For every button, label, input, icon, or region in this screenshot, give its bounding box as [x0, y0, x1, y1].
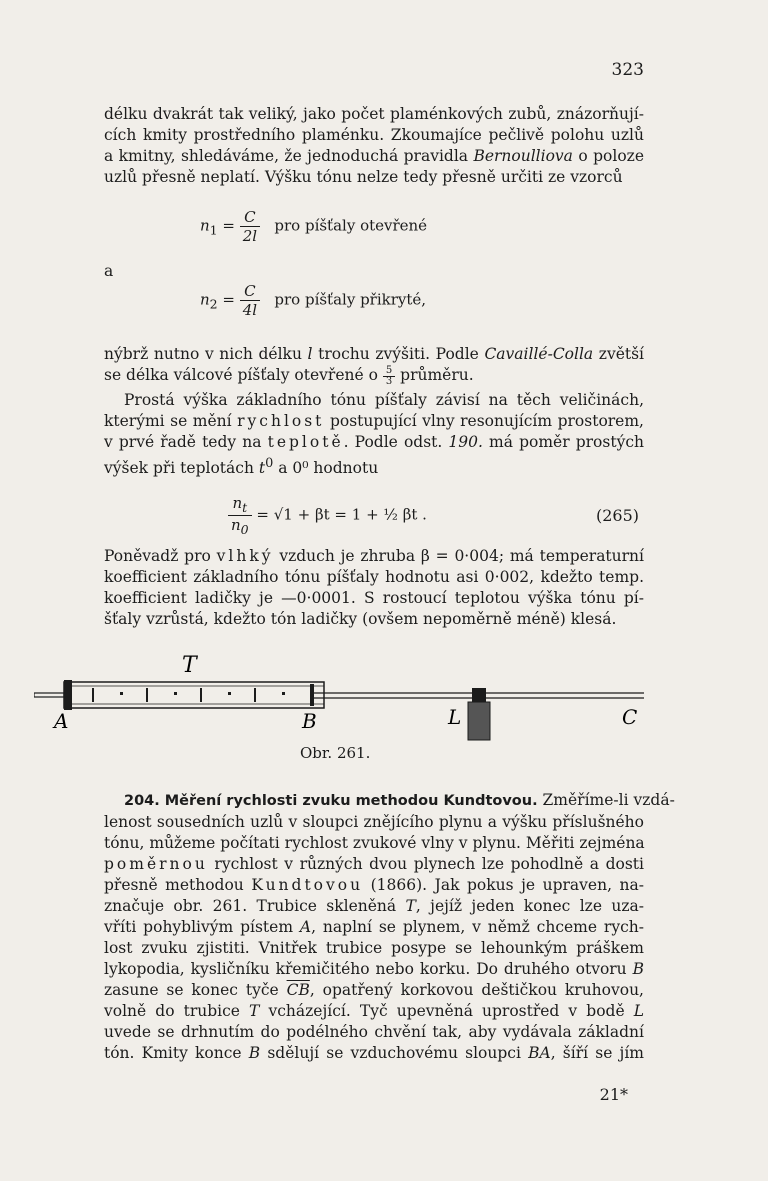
cork-disk-B: [310, 684, 314, 706]
formula-265: $\frac{n_t}{n_0}$ = √1 + βt = 1 + ½ βt .: [228, 494, 427, 537]
text-line: uvede se drhnutím do podélného chvění tak, aby vydávala základní: [104, 1023, 644, 1041]
dust-heaps: [92, 688, 285, 702]
text-line: poměrnou rychlost v různých dvou plynech lze pohodlně a dosti: [104, 855, 644, 873]
text-line: značuje obr. 261. Trubice skleněná T, jejíž jeden konec lze uza-: [104, 897, 644, 915]
signature-mark: 21*: [599, 1085, 628, 1104]
text-line: cích kmity prostředního plaménku. Zkoumajíce pečlivě polohu uzlů: [104, 126, 644, 144]
text-line: výšek při teplotách $t^0$ a 0⁰ hodnotu: [104, 456, 379, 478]
text-line: se délka válcové píšťaly otevřené o $\frac{5}{3}$ průměru.: [104, 364, 474, 387]
section-204: [104, 790, 675, 1064]
text-line: šťaly vzrůstá, kdežto tón ladičky (ovšem nepoměrně méně) klesá.: [104, 610, 617, 628]
text-line: nýbrž nutno v nich délku l trochu zvýšiti. Podle Cavaillé-Colla zvětší: [104, 345, 645, 363]
section-title: Měření rychlosti zvuku methodou Kundtovou.: [164, 793, 538, 809]
label-C: C: [622, 705, 638, 729]
text-line: zasune se konec tyče $\overline{CB}$, opatřený korkovou deštičkou kruhovou,: [104, 981, 644, 999]
equation-number: (265): [596, 506, 640, 525]
text-line: volně do trubice T vcházející. Tyč upevněná uprostřed v bodě L: [104, 1002, 644, 1020]
text-line: koefficient základního tónu píšťaly hodnotu asi 0·002, kdežto temp.: [104, 568, 644, 586]
text-line: lenost sousedních uzlů v sloupci znějícího plynu a výšku příslušného: [104, 813, 644, 831]
text-line: Poněvadž pro vlhký vzduch je zhruba β = 0·004; má temperaturní: [104, 547, 644, 565]
figure-caption: Obr. 261.: [300, 744, 371, 762]
formula-open-pipe: $n_1$ = $\frac{C}{2l}$ pro píšťaly otevřené: [200, 208, 428, 245]
paragraph-4: [104, 546, 644, 630]
clamp-L: [472, 688, 486, 702]
label-B: B: [302, 709, 317, 733]
paragraph-1: [104, 104, 644, 188]
paragraph-2: [104, 344, 644, 387]
text-line: v prvé řadě tedy na teplotě. Podle odst. 190. má poměr prostých: [104, 433, 644, 451]
label-T: T: [182, 653, 197, 678]
text-line: kterými se mění rychlost postupující vlny resonujícím prostorem,: [104, 412, 644, 430]
label-L: L: [448, 705, 462, 729]
text-line: tónu, můžeme počítati rychlost zvukové vlny v plynu. Měřiti zejména: [104, 834, 645, 852]
paragraph-3: [104, 390, 644, 479]
conjunction-a: a: [104, 262, 114, 280]
text-line: délku dvakrát tak veliký, jako počet plaménkových zubů, znázorňují-: [104, 105, 644, 123]
text-line: a kmitny, shledáváme, že jednoduchá pravidla Bernoulliova o poloze: [104, 147, 644, 165]
text-line: 204. Měření rychlosti zvuku methodou Kundtovou. Změříme-li vzdá-: [124, 791, 675, 809]
label-A: A: [54, 709, 69, 733]
text-line: lost zvuku zjistiti. Vnitřek trubice posype se lehounkým práškem: [104, 939, 644, 957]
piston-A: [64, 680, 72, 710]
text-line: tón. Kmity konce B sdělují se vzduchovému sloupci BA, šíří se jím: [104, 1044, 645, 1062]
text-line: uzlů přesně neplatí. Výšku tónu nelze tedy přesně určiti ze vzorců: [104, 168, 623, 186]
text-line: přesně methodou Kundtovou (1866). Jak pokus je upraven, na-: [104, 876, 644, 894]
text-line: vříti pohyblivým pístem A, naplní se plynem, v němž chceme rych-: [104, 918, 644, 936]
section-number: 204.: [124, 793, 160, 809]
text-line: lykopodia, kysličníku křemičitého nebo korku. Do druhého otvoru B: [104, 960, 644, 978]
text-line: Prostá výška základního tónu píšťaly závisí na těch veličinách,: [124, 391, 644, 409]
text-line: koefficient ladičky je —0·0001. S rostoucí teplotou výška tónu pí-: [104, 589, 644, 607]
formula-closed-pipe: $n_2$ = $\frac{C}{4l}$ pro píšťaly přikryté,: [200, 282, 427, 319]
page-number: 323: [611, 60, 644, 80]
